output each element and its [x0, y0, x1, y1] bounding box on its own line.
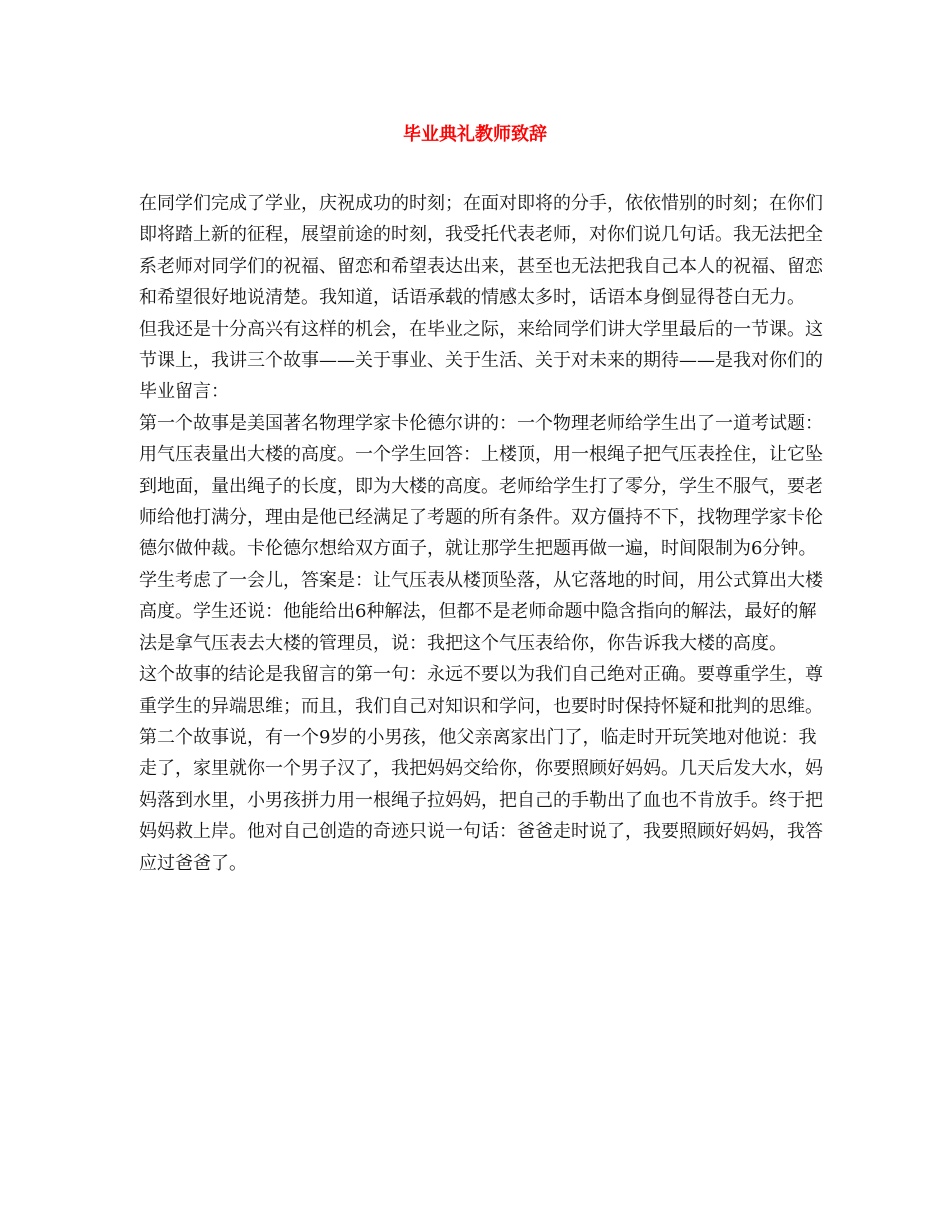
paragraph-first-story: 第一个故事是美国著名物理学家卡伦德尔讲的：一个物理老师给学生出了一道考试题：用气压表量出大楼的高度。一个学生回答：上楼顶，用一根绳子把气压表拴住，让它坠到地面，量出绳子的长度，即为大楼的高度。老师给学生打了零分，学生不服气，要老师给他打满分，理由是他已经满足了考题的所有条件。双方僵持不下，找物理学家卡伦德尔做仲裁。卡伦德尔想给双方面子，就让那学生把题再做一遍，时间限制为6分钟。学生考虑了一会儿，答案是：让气压表从楼顶坠落，从它落地的时间，用公式算出大楼高度。学生还说：他能给出6种解法，但都不是老师命题中隐含指向的解法，最好的解法是拿气压表去大楼的管理员，说：我把这个气压表给你，你告诉我大楼的高度。	[139, 412, 823, 654]
paragraph-first-conclusion: 这个故事的结论是我留言的第一句：永远不要以为我们自己绝对正确。要尊重学生，尊重学生的异端思维；而且，我们自己对知识和学问，也要时时保持怀疑和批判的思维。	[139, 664, 823, 717]
document-title: 毕业典礼教师致辞	[403, 124, 547, 145]
paragraph-intro: 在同学们完成了学业，庆祝成功的时刻；在面对即将的分手，依依惜别的时刻；在你们即将踏上新的征程，展望前途的时刻，我受托代表老师，对你们说几句话。我无法把全系老师对同学们的祝福、留恋和希望表达出来，甚至也无法把我自己本人的祝福、留恋和希望很好地说清楚。我知道，话语承载的情感太多时，话语本身倒显得苍白无力。	[139, 193, 823, 309]
paragraph-three-stories: 但我还是十分高兴有这样的机会，在毕业之际，来给同学们讲大学里最后的一节课。这节课上，我讲三个故事——关于事业、关于生活、关于对未来的期待——是我对你们的毕业留言：	[139, 318, 823, 403]
paragraph-second-story: 第二个故事说，有一个9岁的小男孩，他父亲离家出门了，临走时开玩笑地对他说：我走了，家里就你一个男子汉了，我把妈妈交给你，你要照顾好妈妈。几天后发大水，妈妈落到水里，小男孩拼力用一根绳子拉妈妈，把自己的手勒出了血也不肯放手。终于把妈妈救上岸。他对自己创造的奇迹只说一句话：爸爸走时说了，我要照顾好妈妈，我答应过爸爸了。	[139, 726, 823, 874]
document-body	[139, 188, 833, 879]
